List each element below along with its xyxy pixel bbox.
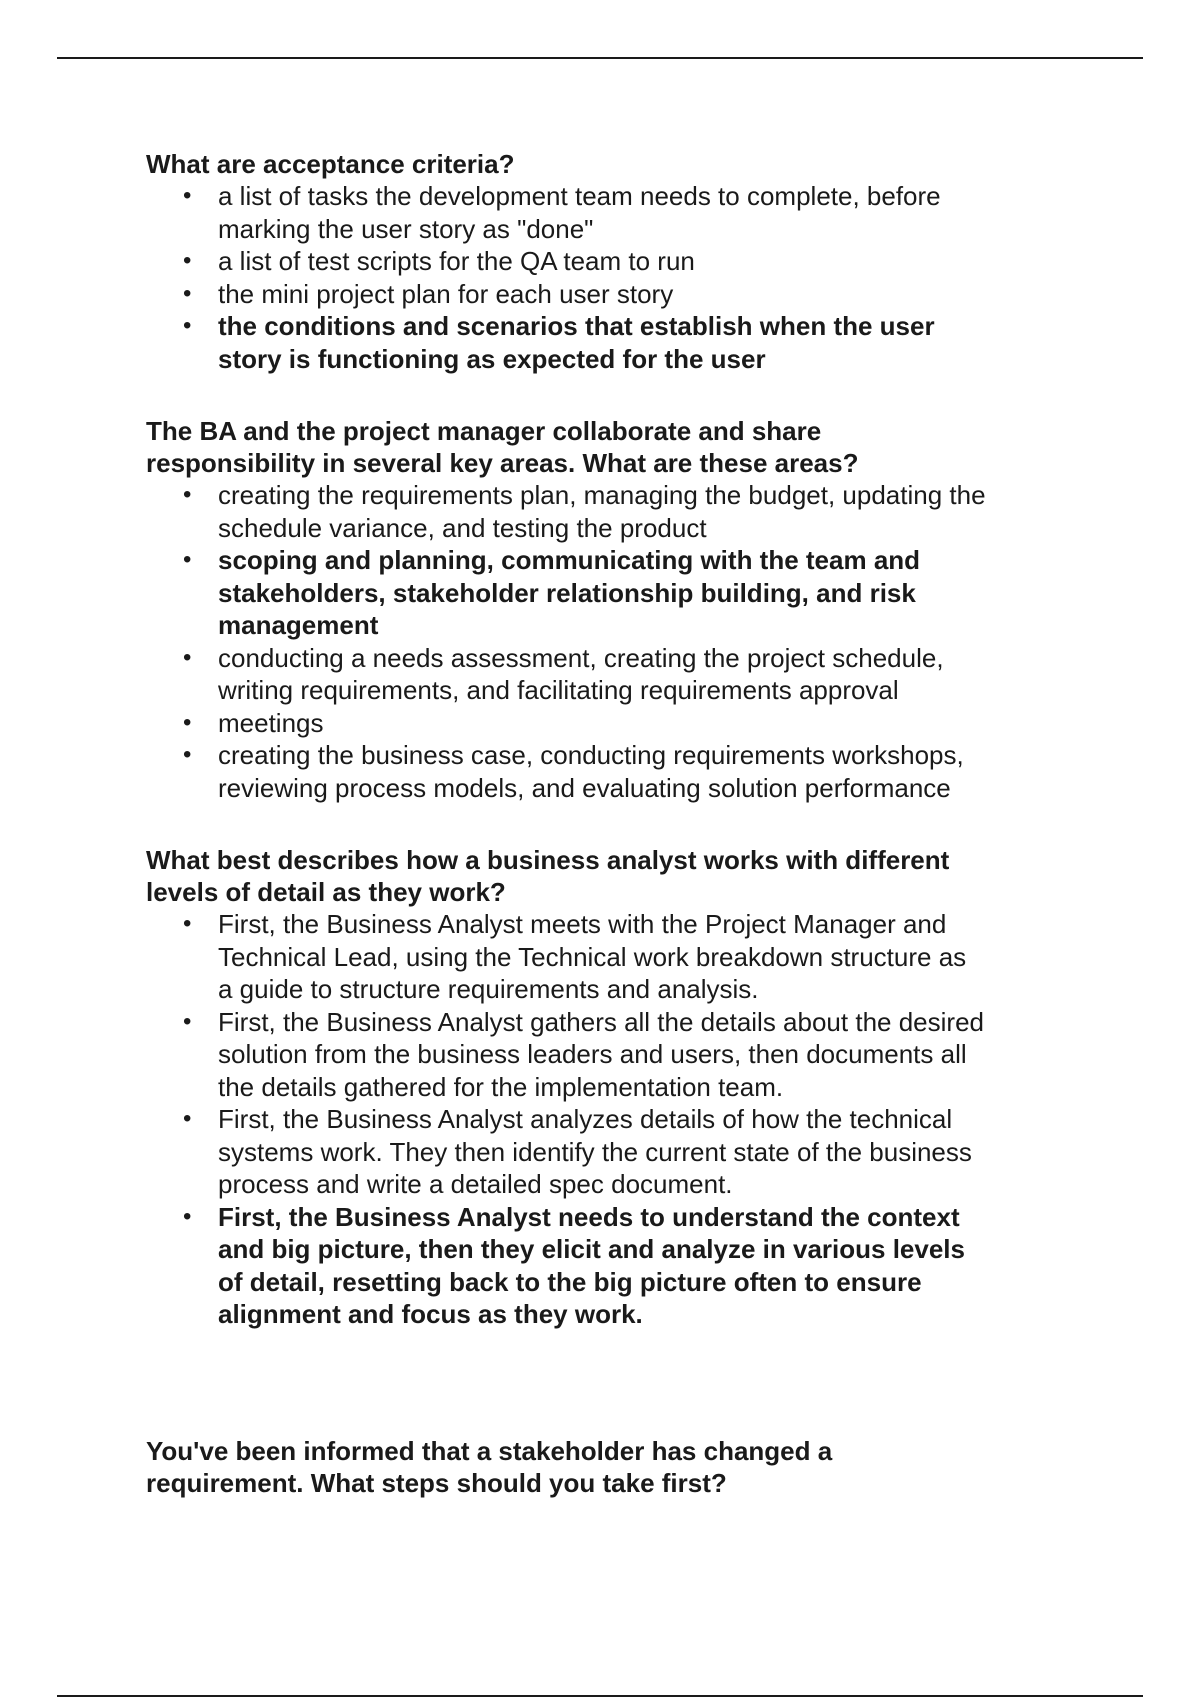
answer-text: First, the Business Analyst needs to understand the context and big picture, then they elicit and analyze in various levels of detail, resetting back to the big picture often to ensure alignment and focus as they work. [218, 1201, 965, 1329]
answer-item [146, 642, 1076, 707]
correct-answer-item [146, 310, 1076, 375]
bullet-icon: • [183, 481, 192, 508]
correct-answer-item [146, 544, 1076, 642]
answer-item [146, 245, 1076, 278]
question-text: The BA and the project manager collaborate and share responsibility in several key areas. What are these areas? [146, 416, 859, 478]
bullet-icon: • [183, 910, 192, 937]
footer-rule [57, 1695, 1143, 1697]
question-block [146, 148, 1076, 375]
answer-list [146, 180, 1076, 375]
answer-item [146, 180, 1076, 245]
question-block [146, 844, 1076, 1331]
answer-text: creating the requirements plan, managing the budget, updating the schedule variance, and testing the product [218, 480, 986, 543]
question-text: What best describes how a business analyst works with different levels of detail as they work? [146, 845, 950, 907]
bullet-icon: • [183, 1007, 192, 1035]
header-rule [57, 57, 1143, 59]
answer-text: the conditions and scenarios that establish when the user story is functioning as expected for the user [218, 311, 935, 374]
bullet-icon: • [183, 708, 192, 736]
answer-item [146, 479, 1076, 544]
bullet-icon: • [183, 546, 192, 573]
answer-text: a list of test scripts for the QA team to run [218, 246, 695, 276]
answer-item [146, 1103, 1076, 1201]
bullet-icon: • [183, 1202, 192, 1230]
question-block [146, 415, 1076, 804]
correct-answer-item [146, 1201, 1076, 1331]
bullet-icon: • [183, 312, 192, 339]
answer-item [146, 908, 1076, 1006]
bullet-icon: • [183, 247, 192, 274]
bullet-icon: • [183, 182, 192, 209]
question-text: You've been informed that a stakeholder has changed a requirement. What steps should you take first? [146, 1435, 833, 1498]
question-text: What are acceptance criteria? [146, 149, 515, 179]
answer-text: scoping and planning, communicating with the team and stakeholders, stakeholder relationship building, and risk management [218, 545, 921, 640]
answer-item [146, 1006, 1076, 1104]
answer-item [146, 739, 1076, 804]
bullet-icon: • [183, 643, 192, 671]
answer-item [146, 707, 1076, 740]
answer-list [146, 479, 1076, 804]
answer-text: First, the Business Analyst analyzes details of how the technical systems work. They then identify the current state of the business process and write a detailed spec document. [218, 1104, 972, 1199]
answer-text: a list of tasks the development team needs to complete, before marking the user story as "done" [218, 181, 941, 244]
answer-text: conducting a needs assessment, creating the project schedule, writing requirements, and facilitating requirements approval [218, 642, 944, 705]
bullet-icon: • [183, 1105, 192, 1132]
answer-item [146, 278, 1076, 311]
answer-text: the mini project plan for each user story [218, 278, 674, 309]
answer-text: creating the business case, conducting requirements workshops, reviewing process models, and evaluating solution performance [218, 740, 964, 803]
answer-text: meetings [218, 707, 324, 738]
question-block [146, 1435, 1076, 1499]
document-body [146, 148, 1076, 1539]
answer-text: First, the Business Analyst meets with the Project Manager and Technical Lead, using the Technical work breakdown structure as a guide to structure requirements and analysis. [218, 909, 967, 1004]
bullet-icon: • [183, 279, 192, 307]
bullet-icon: • [183, 741, 192, 768]
answer-list [146, 908, 1076, 1331]
answer-text: First, the Business Analyst gathers all the details about the desired solution from the business leaders and users, then documents all the details gathered for the implementation team. [218, 1006, 984, 1102]
